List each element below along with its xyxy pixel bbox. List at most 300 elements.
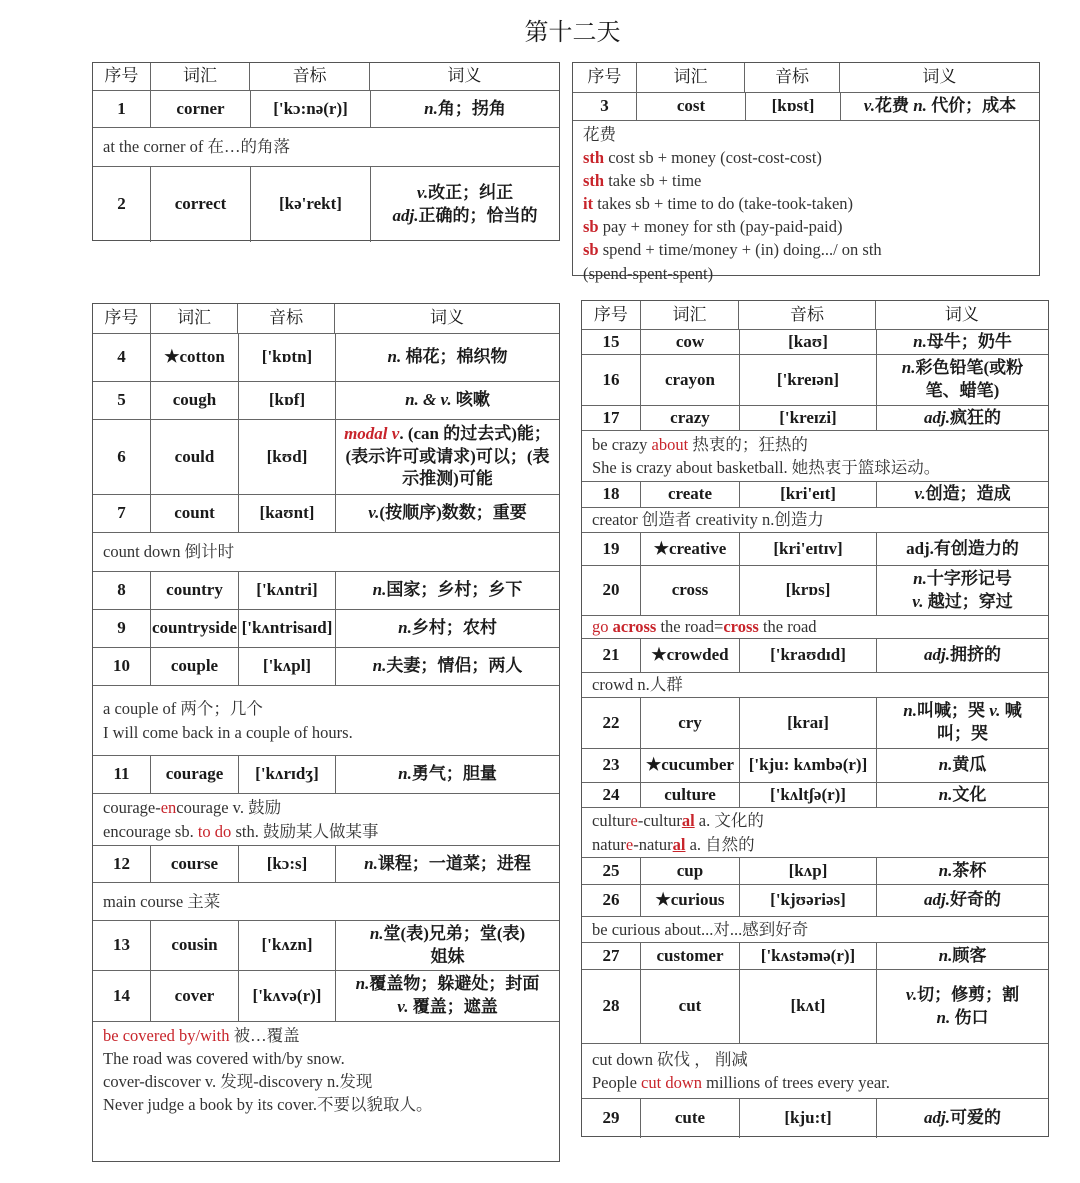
word-row xyxy=(582,749,1048,783)
text-segment: creator 创造者 creativity n.创造力 xyxy=(592,510,824,530)
text-segment: I will come back in a couple of hours. xyxy=(103,722,353,742)
word: culture xyxy=(641,783,740,807)
meaning-line xyxy=(926,380,1000,403)
phonetic: [kə'rekt] xyxy=(251,167,371,242)
text-segment: (按顺序)数数；重要 xyxy=(379,503,527,523)
meaning-line xyxy=(912,591,1012,614)
text-segment: 被…覆盖 xyxy=(229,1026,300,1045)
meaning-line xyxy=(924,889,1001,912)
text-segment: n. xyxy=(913,568,927,588)
meaning xyxy=(877,698,1048,748)
usage-note xyxy=(573,121,1039,283)
vocab-table xyxy=(581,300,1049,1137)
text-segment: cultur xyxy=(592,811,631,831)
text-segment: crowd n.人群 xyxy=(592,675,683,695)
word-number: 4 xyxy=(93,334,151,381)
phonetic: ['kreɪzi] xyxy=(740,406,877,430)
word: countryside xyxy=(151,610,239,647)
meaning xyxy=(336,648,559,685)
text-segment: be crazy xyxy=(592,434,652,454)
text-segment: . (can 的过去式)能； xyxy=(399,423,551,443)
word-row xyxy=(93,495,559,533)
word: cup xyxy=(641,858,740,884)
meaning-line xyxy=(939,754,987,777)
word-row xyxy=(93,610,559,648)
text-segment: 改正；纠正 xyxy=(428,182,514,202)
word-number: 28 xyxy=(582,970,641,1043)
phonetic: [kri'eɪt] xyxy=(740,482,877,507)
word-row xyxy=(582,943,1048,970)
text-segment: n. xyxy=(913,96,927,116)
text-segment: 代价；成本 xyxy=(926,96,1017,116)
text-segment: Never judge a book by its cover.不要以貌取人。 xyxy=(103,1095,433,1115)
text-segment: e xyxy=(630,811,638,831)
meaning xyxy=(336,334,559,381)
word-row xyxy=(93,971,559,1022)
text-segment: v. xyxy=(397,997,409,1016)
word: cut xyxy=(641,970,740,1043)
note-line xyxy=(592,809,1038,832)
usage-note xyxy=(582,508,1048,532)
word-row xyxy=(93,91,559,128)
word-number: 22 xyxy=(582,698,641,748)
phonetic: ['kjʊəriəs] xyxy=(740,885,877,916)
note-line xyxy=(583,123,1029,146)
vocab-table xyxy=(572,62,1040,283)
usage-note xyxy=(582,917,1048,942)
header-phonetic: 音标 xyxy=(238,304,335,333)
word-row xyxy=(582,330,1048,355)
text-segment: to do xyxy=(197,821,232,841)
text-segment: n. xyxy=(372,656,387,676)
word: ★cucumber xyxy=(641,749,740,782)
usage-note xyxy=(582,616,1048,638)
meaning xyxy=(336,382,559,419)
note-line xyxy=(592,673,1038,696)
header-meaning: 词义 xyxy=(922,67,957,88)
header-phonetic: 音标 xyxy=(745,63,840,92)
meaning-line xyxy=(913,331,1012,354)
text-segment: v. xyxy=(863,96,875,116)
word-number: 21 xyxy=(582,639,641,672)
text-segment: n. xyxy=(372,580,387,600)
text-segment: millions of trees every year. xyxy=(702,1073,890,1092)
meaning-line xyxy=(373,655,523,678)
note-line xyxy=(583,215,1029,238)
text-segment: n. xyxy=(355,974,370,994)
word: country xyxy=(151,572,239,609)
phonetic: ['kju: kʌmbə(r)] xyxy=(740,749,877,782)
meaning-line xyxy=(364,853,531,876)
text-segment: People xyxy=(592,1073,642,1092)
text-segment: 国家；乡村；乡下 xyxy=(386,580,523,600)
word-number: 15 xyxy=(582,330,641,354)
phonetic: ['kʌvə(r)] xyxy=(239,971,336,1021)
meaning xyxy=(877,355,1048,405)
note-line xyxy=(103,540,549,563)
word: ★crowded xyxy=(641,639,740,672)
meaning-line xyxy=(398,763,497,786)
text-segment: 姐妹 xyxy=(430,946,465,966)
word-number: 26 xyxy=(582,885,641,916)
word-number: 6 xyxy=(93,420,151,494)
word-row xyxy=(573,93,1039,121)
meaning-line xyxy=(397,996,497,1019)
note-row xyxy=(582,431,1048,482)
table-header-row xyxy=(582,301,1048,330)
word-number: 9 xyxy=(93,610,151,647)
usage-note xyxy=(93,686,559,755)
text-segment: n. xyxy=(398,618,412,638)
header-phonetic: 音标 xyxy=(250,63,369,90)
text-segment: adj. xyxy=(924,890,950,910)
meaning xyxy=(877,885,1048,916)
text-segment: v. xyxy=(914,484,926,504)
meaning-line xyxy=(373,579,523,602)
text-segment: (spend-spent-spent) xyxy=(583,263,714,283)
word: cry xyxy=(641,698,740,748)
text-segment: 黄瓜 xyxy=(952,755,987,775)
usage-note xyxy=(582,1044,1048,1098)
word-row xyxy=(93,167,559,242)
text-segment: n. xyxy=(938,945,953,965)
word-row xyxy=(93,648,559,686)
text-segment: 花费 xyxy=(583,125,616,144)
text-segment: -natur xyxy=(633,834,673,854)
word-row xyxy=(93,846,559,883)
note-row xyxy=(582,917,1048,943)
text-segment: 正确的；恰当的 xyxy=(418,205,538,225)
text-segment: n. & v. xyxy=(405,390,452,410)
text-segment: 勇气；胆量 xyxy=(411,764,497,784)
text-segment: natur xyxy=(592,834,626,854)
meaning xyxy=(371,91,559,127)
text-segment: sth xyxy=(583,148,605,168)
meaning-line xyxy=(906,538,1019,561)
meaning-line xyxy=(864,95,1016,118)
header-word: 词汇 xyxy=(637,63,746,92)
text-segment: 可爱的 xyxy=(949,1108,1001,1128)
phonetic: ['kʌrɪdʒ] xyxy=(239,756,336,793)
text-segment: 文化 xyxy=(952,784,987,804)
text-segment: count down 倒计时 xyxy=(103,542,235,562)
text-segment: n. xyxy=(387,347,402,367)
text-segment: spend + time/money + (in) doing.../ on sth xyxy=(598,240,882,260)
meaning xyxy=(336,572,559,609)
text-segment: n. xyxy=(364,853,378,873)
text-segment: 乡村；农村 xyxy=(411,618,497,638)
meaning xyxy=(336,756,559,793)
usage-note xyxy=(93,883,559,920)
word-row xyxy=(93,420,559,495)
meaning-line xyxy=(939,860,987,883)
phonetic: [kɒst] xyxy=(746,93,841,120)
word-row xyxy=(93,572,559,610)
word-number: 13 xyxy=(93,921,151,970)
word-number: 14 xyxy=(93,971,151,1021)
meaning-line xyxy=(924,407,1001,430)
text-segment: the road xyxy=(758,617,817,637)
meaning xyxy=(336,610,559,647)
note-row xyxy=(93,128,559,167)
phonetic: [kʌp] xyxy=(740,858,877,884)
header-word: 词汇 xyxy=(641,301,740,329)
word-row xyxy=(582,783,1048,808)
meaning-line xyxy=(417,182,513,205)
note-line xyxy=(103,1093,549,1116)
text-segment: -cultur xyxy=(637,811,682,831)
word: ★cotton xyxy=(151,334,239,381)
note-line xyxy=(103,135,549,158)
meaning-line xyxy=(424,98,506,121)
usage-note xyxy=(93,794,559,845)
header-number: 序号 xyxy=(93,63,151,90)
word-row xyxy=(582,858,1048,885)
word-number: 25 xyxy=(582,858,641,884)
text-segment: 示推测)可能 xyxy=(402,469,493,489)
text-segment: adj. xyxy=(392,205,419,225)
word-row xyxy=(93,334,559,382)
meaning-line xyxy=(902,357,1023,380)
text-segment: n. xyxy=(424,98,438,118)
text-segment: 叫喊；哭 xyxy=(917,701,990,721)
meaning-line xyxy=(431,946,465,969)
phonetic: ['kɒtn] xyxy=(239,334,336,381)
word: cow xyxy=(641,330,740,354)
phonetic: [kɒf] xyxy=(239,382,336,419)
meaning xyxy=(877,858,1048,884)
word: crazy xyxy=(641,406,740,430)
text-segment: 花费 xyxy=(874,96,914,116)
meaning xyxy=(877,749,1048,782)
phonetic: ['kʌntrisaɪd] xyxy=(239,610,336,647)
word-number: 17 xyxy=(582,406,641,430)
note-line xyxy=(103,1024,549,1047)
meaning-line xyxy=(913,568,1012,591)
text-segment: n. xyxy=(913,331,927,351)
word-number: 2 xyxy=(93,167,151,242)
text-segment: courage- xyxy=(103,798,161,818)
note-line xyxy=(592,833,1038,856)
word: corner xyxy=(151,91,251,127)
word: cute xyxy=(641,1099,740,1138)
usage-note xyxy=(93,128,559,166)
note-row xyxy=(93,883,559,921)
meaning xyxy=(877,783,1048,807)
text-segment: takes sb + time to do (take-took-taken) xyxy=(593,194,854,214)
text-segment: (表示许可或请求)可以；(表 xyxy=(345,446,550,466)
word-number: 10 xyxy=(93,648,151,685)
usage-note xyxy=(582,431,1048,481)
meaning xyxy=(336,921,559,970)
header-word: 词汇 xyxy=(151,63,251,90)
word-number: 27 xyxy=(582,943,641,969)
meaning-line xyxy=(903,700,1021,723)
meaning-line xyxy=(924,1107,1001,1130)
phonetic: [kʌt] xyxy=(740,970,877,1043)
text-segment: 疯狂的 xyxy=(949,407,1001,427)
word-number: 5 xyxy=(93,382,151,419)
header-word: 词汇 xyxy=(151,304,239,333)
text-segment: at the corner of 在…的角落 xyxy=(103,137,290,157)
text-segment: modal v xyxy=(344,423,400,443)
meaning-line xyxy=(914,483,1010,506)
word: ★curious xyxy=(641,885,740,916)
meaning-line xyxy=(939,945,987,968)
text-segment: a. 自然的 xyxy=(685,834,755,854)
text-segment: 伤口 xyxy=(950,1007,989,1027)
text-segment: 咳嗽 xyxy=(451,390,490,410)
word-row xyxy=(582,355,1048,406)
text-segment: cut down 砍伐 ， 削减 xyxy=(592,1049,748,1069)
text-segment: n. xyxy=(369,923,384,943)
text-segment: 喊 xyxy=(1000,701,1022,721)
phonetic: ['kɔ:nə(r)] xyxy=(251,91,371,127)
text-segment: cross xyxy=(723,617,759,637)
text-segment: cut down xyxy=(641,1073,702,1092)
text-segment: a couple of 两个；几个 xyxy=(103,699,263,719)
phonetic: ['kʌltʃə(r)] xyxy=(740,783,877,807)
meaning-line xyxy=(402,468,493,491)
text-segment: 拥挤的 xyxy=(949,645,1001,665)
text-segment: cost sb + money (cost-cost-cost) xyxy=(604,148,822,168)
word-number: 29 xyxy=(582,1099,641,1138)
note-line xyxy=(103,1047,549,1070)
meaning xyxy=(877,639,1048,672)
vocab-table xyxy=(92,62,560,241)
word-number: 19 xyxy=(582,533,641,565)
word-number: 3 xyxy=(573,93,637,120)
word: customer xyxy=(641,943,740,969)
word-row xyxy=(582,970,1048,1044)
phonetic: [kaʊnt] xyxy=(239,495,336,532)
word-number: 16 xyxy=(582,355,641,405)
meaning xyxy=(877,406,1048,430)
text-segment: 创造；造成 xyxy=(925,484,1011,504)
word-number: 11 xyxy=(93,756,151,793)
text-segment: adj. xyxy=(924,407,950,427)
word-number: 24 xyxy=(582,783,641,807)
text-segment: 角；拐角 xyxy=(437,98,506,118)
note-row xyxy=(93,533,559,572)
text-segment: pay + money for sth (pay-paid-paid) xyxy=(598,217,843,237)
word-row xyxy=(93,921,559,971)
meaning xyxy=(371,167,559,242)
note-line xyxy=(592,433,1038,456)
note-row xyxy=(582,1044,1048,1099)
text-segment: 切；修剪；割 xyxy=(917,984,1020,1004)
text-segment: n. xyxy=(938,755,953,775)
note-line xyxy=(103,890,549,913)
word-number: 18 xyxy=(582,482,641,507)
text-segment: 十字形记号 xyxy=(926,568,1012,588)
note-line xyxy=(592,918,1038,941)
text-segment: n. xyxy=(398,764,412,784)
word-row xyxy=(582,406,1048,431)
header-phonetic: 音标 xyxy=(739,301,875,329)
word-number: 8 xyxy=(93,572,151,609)
meaning xyxy=(877,970,1048,1043)
note-line xyxy=(583,262,1029,285)
meaning-line xyxy=(368,502,527,525)
text-segment: n. xyxy=(936,1007,951,1027)
text-segment: a. 文化的 xyxy=(694,811,764,831)
word: courage xyxy=(151,756,239,793)
text-segment: v. xyxy=(905,984,918,1004)
header-number: 序号 xyxy=(93,304,151,333)
text-segment: 笔、蜡笔) xyxy=(925,381,1000,400)
note-line xyxy=(103,721,549,744)
meaning xyxy=(336,971,559,1021)
text-segment: n. xyxy=(903,701,918,721)
word-number: 20 xyxy=(582,566,641,615)
note-row xyxy=(573,121,1039,283)
word: correct xyxy=(151,167,251,242)
header-meaning: 词义 xyxy=(447,66,482,87)
text-segment: the road= xyxy=(656,617,724,637)
word-row xyxy=(582,533,1048,566)
text-segment: n. xyxy=(901,358,916,378)
note-line xyxy=(592,508,1038,531)
meaning xyxy=(877,533,1048,565)
meaning-line xyxy=(370,923,525,946)
text-segment: 越过；穿过 xyxy=(923,591,1013,611)
meaning xyxy=(877,566,1048,615)
text-segment: be curious about...对...感到好奇 xyxy=(592,919,809,939)
note-row xyxy=(582,673,1048,698)
text-segment: en xyxy=(160,798,177,818)
phonetic: ['kraʊdɪd] xyxy=(740,639,877,672)
word-number: 12 xyxy=(93,846,151,882)
text-segment: about xyxy=(651,434,689,454)
header-meaning: 词义 xyxy=(944,304,979,325)
text-segment: main course 主菜 xyxy=(103,891,221,911)
word: ★creative xyxy=(641,533,740,565)
text-segment: 彩色铅笔(或粉 xyxy=(915,358,1024,378)
meaning xyxy=(841,93,1039,120)
word-number: 1 xyxy=(93,91,151,127)
meaning-line xyxy=(356,973,540,996)
usage-note xyxy=(582,673,1048,697)
text-segment: al xyxy=(681,811,695,831)
meaning xyxy=(877,330,1048,354)
meaning-line xyxy=(405,389,490,412)
meaning-line xyxy=(937,1007,989,1030)
table-header-row xyxy=(93,304,559,334)
note-line xyxy=(583,169,1029,192)
text-segment: sb xyxy=(583,217,599,237)
text-segment: She is crazy about basketball. 她热衷于篮球运动。 xyxy=(592,458,941,477)
text-segment: sb xyxy=(583,240,599,260)
vocab-table xyxy=(92,303,560,1162)
text-segment: take sb + time xyxy=(604,171,702,191)
page-title: 第十二天 xyxy=(524,18,621,46)
word: couple xyxy=(151,648,239,685)
table-header-row xyxy=(573,63,1039,93)
text-segment: it xyxy=(583,194,594,214)
word: count xyxy=(151,495,239,532)
meaning-line xyxy=(906,984,1019,1007)
note-line xyxy=(583,192,1029,215)
word-row xyxy=(582,639,1048,673)
meaning xyxy=(336,495,559,532)
word-row xyxy=(582,1099,1048,1138)
meaning xyxy=(877,482,1048,507)
text-segment: n. xyxy=(938,784,953,804)
text-segment: 顾客 xyxy=(952,945,987,965)
header-number: 序号 xyxy=(573,63,637,92)
text-segment: 热衷的；狂热的 xyxy=(688,434,808,454)
